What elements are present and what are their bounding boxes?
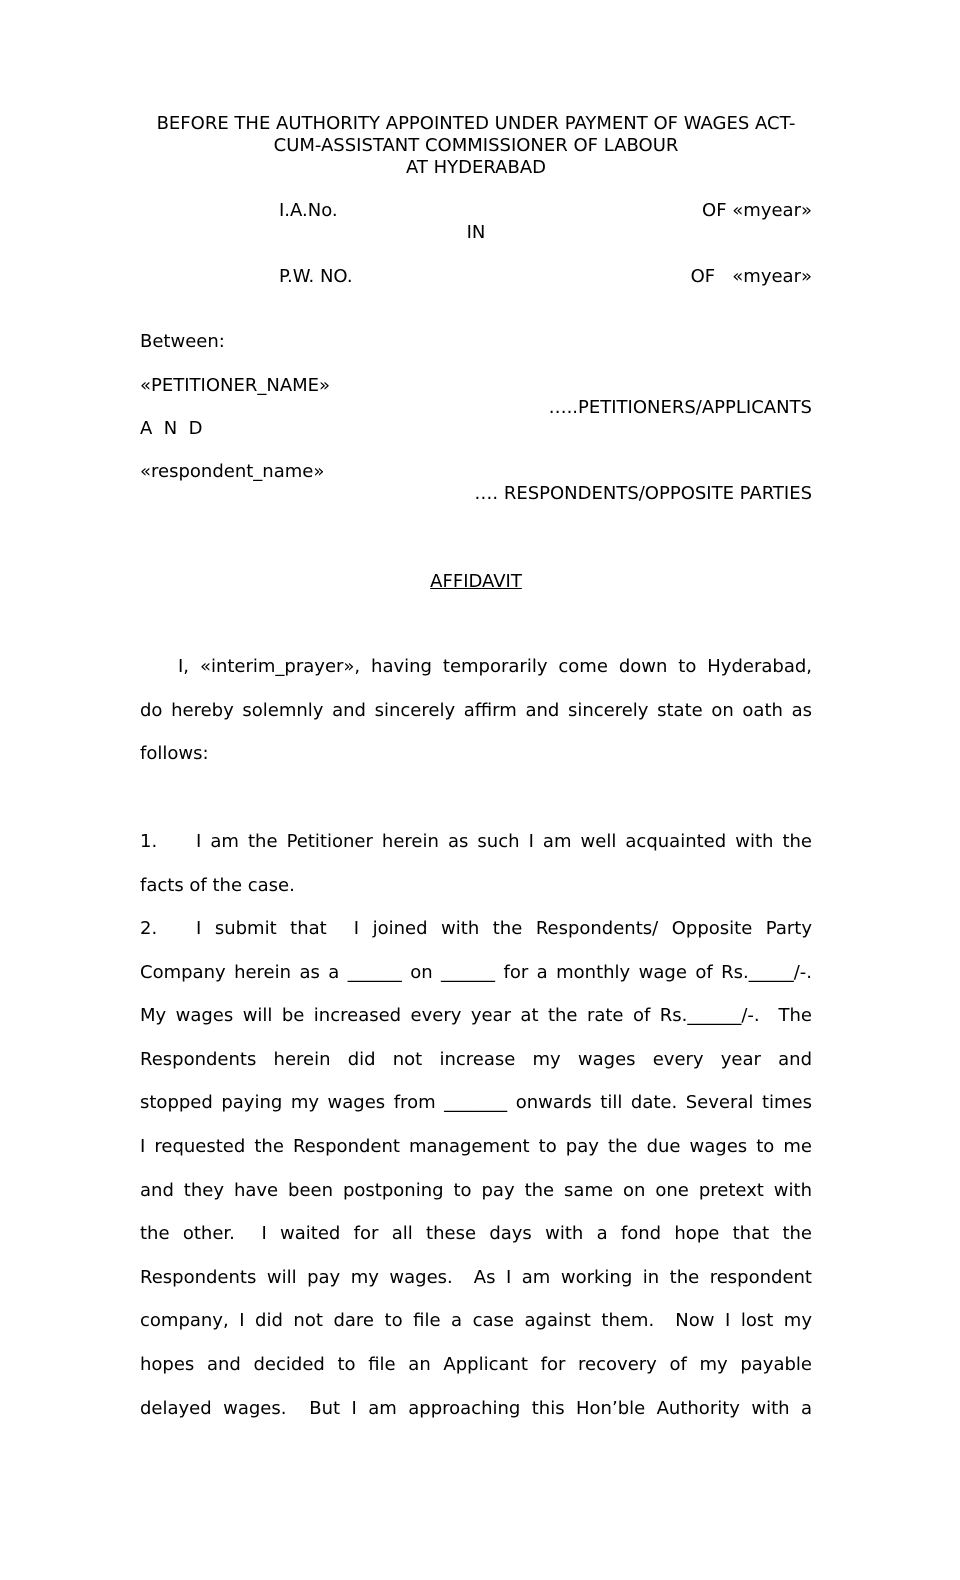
paragraph-text: I submit that I joined with the Respondents/ Opposite Party xyxy=(196,918,812,939)
paragraph-number: 2. xyxy=(140,918,158,939)
paragraph-line: Respondents herein did not increase my wages every year and xyxy=(140,1048,812,1070)
paragraph-number: 1. xyxy=(140,831,158,852)
pw-year: OF «myear» xyxy=(690,266,812,287)
paragraph-line: stopped paying my wages from _______ onwards till date. Several times xyxy=(140,1092,812,1114)
intro-line: I, «interim_prayer», having temporarily come down to Hyderabad, xyxy=(178,656,812,677)
paragraph-1 xyxy=(140,820,812,907)
paragraph-2 xyxy=(140,907,812,1430)
and-label: A N D xyxy=(140,418,203,439)
in-label: IN xyxy=(466,222,486,243)
respondent-role: …. RESPONDENTS/OPPOSITE PARTIES xyxy=(474,483,812,504)
petitioner-role: …..PETITIONERS/APPLICANTS xyxy=(548,397,812,418)
paragraph-text: I am the Petitioner herein as such I am well acquainted with the xyxy=(196,831,812,852)
pw-number-label: P.W. NO. xyxy=(279,266,353,287)
intro-paragraph xyxy=(140,645,812,776)
paragraph-line: My wages will be increased every year at the rate of Rs.______/-. The xyxy=(140,1005,812,1027)
paragraph-line: I requested the Respondent management to pay the due wages to me xyxy=(140,1135,812,1157)
paragraph-line: company, I did not dare to file a case against them. Now I lost my xyxy=(140,1310,812,1332)
respondent-name: «respondent_name» xyxy=(140,461,325,482)
intro-line: follows: xyxy=(140,743,209,765)
between-label: Between: xyxy=(140,331,225,352)
ia-number-label: I.A.No. xyxy=(279,200,338,221)
court-header-line-1: BEFORE THE AUTHORITY APPOINTED UNDER PAYMENT OF WAGES ACT- xyxy=(156,113,796,134)
court-header-line-3: AT HYDERABAD xyxy=(405,157,546,178)
paragraph-line: facts of the case. xyxy=(140,874,295,896)
paragraph-line xyxy=(140,820,812,864)
ia-year: OF «myear» xyxy=(702,200,812,221)
paragraph-line: Company herein as a ______ on ______ for a monthly wage of Rs._____/-. xyxy=(140,961,812,983)
intro-line: do hereby solemnly and sincerely affirm and sincerely state on oath as xyxy=(140,699,812,721)
paragraph-line: the other. I waited for all these days with a fond hope that the xyxy=(140,1223,812,1245)
paragraph-line: and they have been postponing to pay the same on one pretext with xyxy=(140,1179,812,1201)
paragraph-line: Respondents will pay my wages. As I am working in the respondent xyxy=(140,1266,812,1288)
petitioner-name: «PETITIONER_NAME» xyxy=(140,375,331,396)
paragraph-line: delayed wages. But I am approaching this Hon’ble Authority with a xyxy=(140,1397,812,1419)
paragraph-line: hopes and decided to file an Applicant for recovery of my payable xyxy=(140,1353,812,1375)
court-header-line-2: CUM-ASSISTANT COMMISSIONER OF LABOUR xyxy=(273,135,679,156)
paragraph-line xyxy=(140,907,812,951)
document-title: AFFIDAVIT xyxy=(430,571,522,592)
